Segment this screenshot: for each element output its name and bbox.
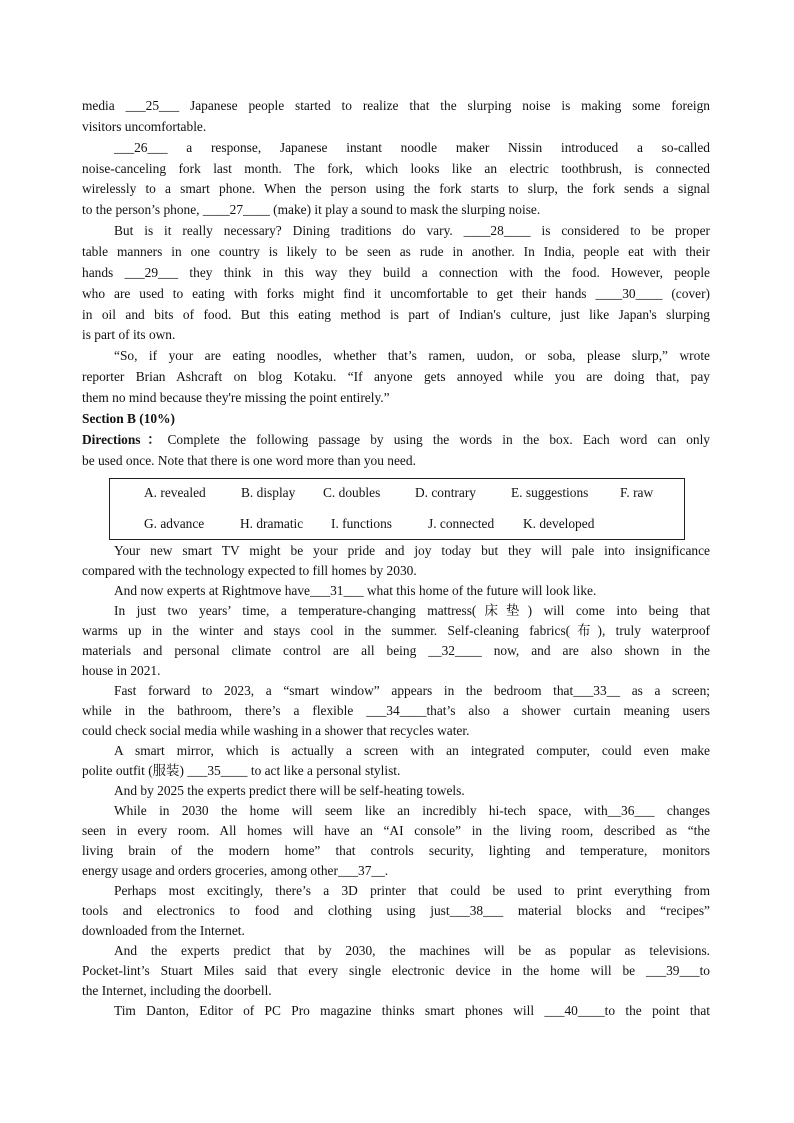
text-line: wirelessly to a smart phone. When the person using the fork starts to slurp, the fork sends a signal xyxy=(82,181,710,196)
text-line: house in 2021. xyxy=(82,663,161,678)
text-line: noise-canceling fork last month. The fork, which looks like an electric toothbrush, is connected xyxy=(82,161,710,176)
directions-line: be used once. Note that there is one word more than you need. xyxy=(82,453,416,468)
text-line: And the experts predict that by 2030, the machines will be as popular as televisions. xyxy=(114,943,710,958)
text-line: But is it really necessary? Dining traditions do vary. ____28____ is considered to be proper xyxy=(114,223,710,238)
text-line: living brain of the modern home” that controls security, lighting and temperature, monitors xyxy=(82,843,710,858)
word-option: H. dramatic xyxy=(240,516,304,531)
text-line: downloaded from the Internet. xyxy=(82,923,245,938)
directions-line xyxy=(82,430,710,451)
text-line: And by 2025 the experts predict there will be self-heating towels. xyxy=(114,783,465,798)
word-option: G. advance xyxy=(144,516,205,531)
directions-label: Directions： xyxy=(82,432,168,447)
word-option: E. suggestions xyxy=(511,485,589,500)
section-heading: Section B (10%) xyxy=(82,411,175,426)
word-option: C. doubles xyxy=(323,485,381,500)
text-line: Perhaps most excitingly, there’s a 3D printer that could be used to print everything from xyxy=(114,883,710,898)
word-option: J. connected xyxy=(428,516,495,531)
text-line: Your new smart TV might be your pride and joy today but they will pale into insignificance xyxy=(114,543,710,558)
text-line: energy usage and orders groceries, among other___37__. xyxy=(82,863,389,878)
text-line: polite outfit (服装) ___35____ to act like a personal stylist. xyxy=(82,763,401,778)
word-box xyxy=(109,478,685,540)
text-line: media ___25___ Japanese people started to realize that the slurping noise is making some foreign xyxy=(82,98,710,113)
text-line: to the person’s phone, ____27____ (make) it play a sound to mask the slurping noise. xyxy=(82,202,541,217)
word-option: K. developed xyxy=(523,516,595,531)
text-line: And now experts at Rightmove have___31___ what this home of the future will look like. xyxy=(114,583,597,598)
text-line: tools and electronics to food and clothing using just___38___ material blocks and “recipes” xyxy=(82,903,710,918)
text-line: compared with the technology expected to fill homes by 2030. xyxy=(82,563,417,578)
text-line: visitors uncomfortable. xyxy=(82,119,207,134)
text-line: warms up in the winter and stays cool in the summer. Self-cleaning fabrics(布), truly waterproof xyxy=(82,623,710,638)
text-line: hands ___29___ they think in this way they build a connection with the food. However, people xyxy=(82,265,710,280)
text-line: in oil and bits of food. But this eating method is part of Indian's culture, just like Japan's slurping xyxy=(82,307,710,322)
word-option: D. contrary xyxy=(415,485,476,500)
text-line: While in 2030 the home will seem like an incredibly hi-tech space, with__36___ changes xyxy=(114,803,710,818)
text-line: who are used to eating with forks might find it uncomfortable to get their hands ____30____ (cover) xyxy=(82,286,710,301)
text-line: ___26___ a response, Japanese instant noodle maker Nissin introduced a so-called xyxy=(114,140,710,155)
text-line: the Internet, including the doorbell. xyxy=(82,983,272,998)
text-line: seen in every room. All homes will have an “AI console” in the living room, described as “the xyxy=(82,823,710,838)
word-option: F. raw xyxy=(620,485,654,500)
text-line: “So, if your are eating noodles, whether that’s ramen, uudon, or soba, please slurp,” wrote xyxy=(114,348,710,363)
text-line: Tim Danton, Editor of PC Pro magazine thinks smart phones will ___40____to the point that xyxy=(114,1003,710,1018)
text-line: is part of its own. xyxy=(82,327,176,342)
text-line: In just two years’ time, a temperature-changing mattress(床垫) will come into being that xyxy=(114,603,710,618)
word-option: A. revealed xyxy=(144,485,206,500)
text-line: table manners in one country is likely to be seen as rude in another. In India, people eat with their xyxy=(82,244,710,259)
text-line: Pocket-lint’s Stuart Miles said that every single electronic device in the home will be ___39___to xyxy=(82,963,710,978)
text-line: could check social media while washing in a shower that recycles water. xyxy=(82,723,470,738)
text-line: while in the bathroom, there’s a flexible ___34____that’s also a shower curtain meaning users xyxy=(82,703,710,718)
word-option: B. display xyxy=(241,485,296,500)
text-line: Fast forward to 2023, a “smart window” appears in the bedroom that___33__ as a screen; xyxy=(114,683,710,698)
text-line: A smart mirror, which is actually a screen with an integrated computer, could even make xyxy=(114,743,710,758)
text-line: them no mind because they're missing the point entirely.” xyxy=(82,390,390,405)
word-option: I. functions xyxy=(331,516,392,531)
text-line: materials and personal climate control are all being __32____ now, and are also shown in the xyxy=(82,643,710,658)
directions-text: Complete the following passage by using the words in the box. Each word can only xyxy=(167,432,710,447)
text-line: reporter Brian Ashcraft on blog Kotaku. “If anyone gets annoyed while you are doing that, pay xyxy=(82,369,710,384)
